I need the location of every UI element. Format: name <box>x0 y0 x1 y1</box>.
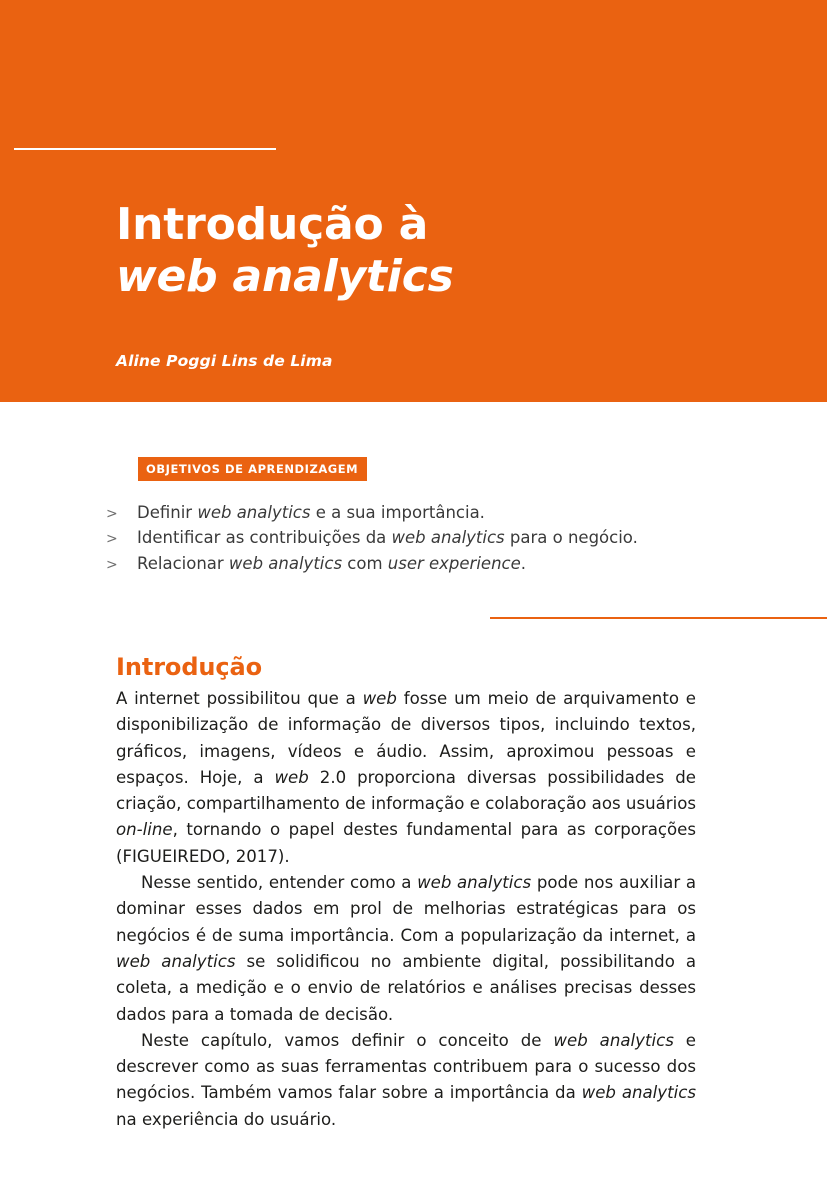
paragraph-3-emphasis-1: web analytics <box>553 1030 674 1050</box>
list-item <box>106 500 726 525</box>
paragraph-2-emphasis-2: web analytics <box>116 951 236 971</box>
paragraph-1-part-c: 2.0 proporciona diversas possibilidades de criação, compartilhamento de informação e colaboração aos usuários <box>116 767 697 814</box>
paragraph-1-part-b: fosse um meio de arquivamento e disponibilização de informação de diversos tipos, incluindo textos, gráficos, imagens, vídeos e áudio. Assim, aproximou pessoas e espaços. Hoje, a <box>116 689 697 787</box>
section-divider-rule <box>490 617 827 619</box>
list-item <box>106 551 726 576</box>
objective-text-emphasis-2: user experience <box>387 553 521 573</box>
objective-text-middle: com <box>342 553 388 573</box>
body-text <box>116 686 696 1133</box>
header-divider-rule <box>14 148 276 150</box>
paragraph-2-part-b: pode nos auxiliar a dominar esses dados em prol de melhorias estratégicas para os negócios é de suma importância. Com a popularização da internet, a <box>116 873 696 945</box>
bullet-marker-icon: > <box>106 556 118 573</box>
objective-text-suffix: . <box>520 553 527 573</box>
paragraph-1-emphasis-3: on-line <box>116 820 173 840</box>
objective-text <box>137 551 526 576</box>
objective-text-emphasis: web analytics <box>197 503 311 522</box>
objective-text-emphasis: web analytics <box>391 528 505 548</box>
bullet-marker-icon: > <box>106 531 118 548</box>
learning-objectives-label: OBJETIVOS DE APRENDIZAGEM <box>138 457 367 481</box>
paragraph-3-part-b: e descrever como as suas ferramentas contribuem para o sucesso dos negócios. Também vamos falar sobre a importância da <box>116 1030 696 1103</box>
objective-text-prefix: Relacionar <box>137 553 229 573</box>
paragraph-2-emphasis-1: web analytics <box>417 873 532 893</box>
list-item <box>106 525 726 550</box>
chapter-title-line-1: Introdução à <box>116 199 429 251</box>
paragraph-2-part-a: Nesse sentido, entender como a <box>141 873 418 893</box>
paragraph-3 <box>116 1028 696 1133</box>
author-name: Aline Poggi Lins de Lima <box>116 352 333 370</box>
paragraph-2 <box>116 870 696 1028</box>
chapter-title-line-2: web analytics <box>116 250 454 302</box>
paragraph-1-emphasis-1: web <box>362 689 397 708</box>
chapter-header-banner <box>0 0 827 402</box>
objective-text <box>137 525 638 550</box>
objective-text <box>137 500 485 525</box>
page-title <box>116 199 756 302</box>
paragraph-3-part-c: na experiência do usuário. <box>116 1109 337 1129</box>
objective-text-prefix: Identificar as contribuições da <box>137 528 392 548</box>
paragraph-1-part-d: , tornando o papel destes fundamental para as corporações (FIGUEIREDO, 2017). <box>116 820 696 866</box>
paragraph-1-emphasis-2: web <box>274 767 309 787</box>
section-heading: Introdução <box>116 652 262 681</box>
paragraph-1 <box>116 686 696 870</box>
paragraph-3-emphasis-2: web analytics <box>581 1083 696 1103</box>
objective-text-emphasis: web analytics <box>228 553 343 573</box>
objective-text-prefix: Definir <box>137 503 198 522</box>
objective-text-suffix: e a sua importância. <box>310 503 485 522</box>
bullet-marker-icon: > <box>106 506 118 522</box>
paragraph-3-part-a: Neste capítulo, vamos definir o conceito de <box>141 1030 554 1050</box>
paragraph-2-part-c: se solidificou no ambiente digital, possibilitando a coleta, a medição e o envio de relatórios e análises precisas desses dados para a tomada de decisão. <box>116 951 696 1024</box>
objective-text-suffix: para o negócio. <box>504 528 638 548</box>
learning-objectives-list <box>106 500 726 576</box>
paragraph-1-part-a: A internet possibilitou que a <box>116 689 363 708</box>
